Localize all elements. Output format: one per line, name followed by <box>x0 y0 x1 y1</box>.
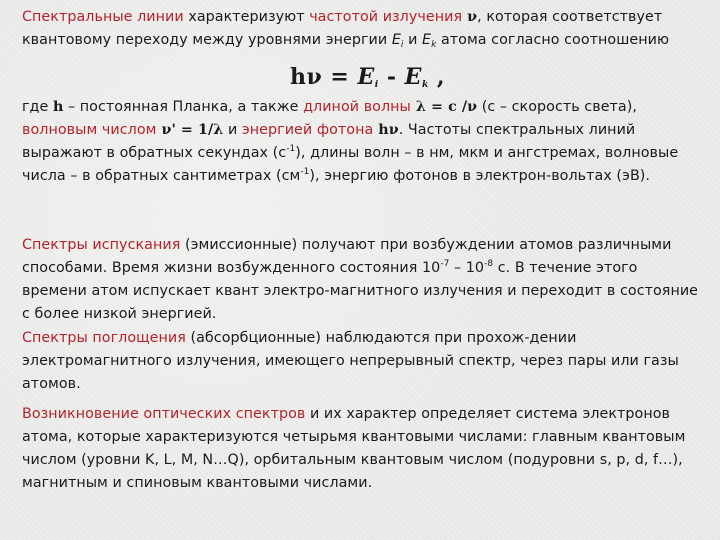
text: – 10 <box>449 260 485 276</box>
text: и <box>223 122 242 138</box>
text: ), длины волн – в нм, мкм и ангстремах, волновые числа – в обратных сантиметрах (см <box>22 145 679 184</box>
photon-energy-formula: hν <box>373 122 399 138</box>
paragraph-wavelength <box>22 96 702 188</box>
energy-level-i: E <box>391 32 401 48</box>
nu-symbol: ν <box>462 9 478 25</box>
planck-h: h <box>52 99 64 115</box>
superscript: -1 <box>286 144 296 154</box>
text: – постоянная Планка, а также <box>63 99 304 115</box>
subscript-k: k <box>431 40 437 50</box>
term-spectral-lines: Спектральные линии <box>22 9 184 25</box>
text: (эмиссионные) получают при возбуждении атомов различными способами. Время жизни возбужденного состояния 10 <box>22 237 672 276</box>
text: (с – скорость света), <box>477 99 637 115</box>
term-wavelength: длиной волны <box>303 99 411 115</box>
text: ), энергию фотонов в электрон-вольтах (эВ). <box>309 168 651 184</box>
formula-lhs: hν = <box>290 64 358 90</box>
text: с. В течение этого времени атом испускает квант электро-магнитного излучения и переходит в состояние с более низкой энергией. <box>22 260 699 322</box>
formula-ei: E <box>357 64 375 90</box>
term-optical-spectra: Возникновение оптических спектров <box>22 406 306 422</box>
superscript: -1 <box>300 167 310 177</box>
superscript: -7 <box>440 259 450 269</box>
wavelength-formula: λ = c /ν <box>410 99 478 115</box>
text: и <box>403 32 422 48</box>
paragraph-emission-spectra <box>22 234 702 326</box>
paragraph-spectral-lines <box>22 6 702 52</box>
text: атома согласно соотношению <box>436 32 670 48</box>
formula-ei-sub: i <box>374 80 379 90</box>
energy-level-k: E <box>422 32 432 48</box>
formula-minus: - <box>378 64 405 90</box>
term-photon-energy: энергией фотона <box>241 122 374 138</box>
text: характеризуют <box>183 9 310 25</box>
energy-formula <box>290 64 445 90</box>
text: (абсорбционные) наблюдаются при прохож-дении электромагнитного излучения, имеющего непрерывный спектр, через пары или газы атомов. <box>22 330 679 392</box>
paragraph-absorption-spectra <box>22 327 702 396</box>
term-spectra: Спектры <box>22 237 88 253</box>
term-absorption-spectra: Спектры поглощения <box>22 330 186 346</box>
wavenumber-formula: ν' = 1/λ <box>156 122 224 138</box>
formula-ek: E <box>404 64 422 90</box>
text: . Частоты спектральных линий выражают в обратных секундах (с <box>22 122 636 161</box>
text: и их характер определяет система электронов атома, которые характеризуются четырьмя квантовыми числами: главным квантовым числом (уровни K, L, M, N…Q), орбитальным квантовым числом (подуровни s, p, d, f…), магнитным и спиновым квантовыми числами. <box>22 406 686 491</box>
term-emission: испускания <box>87 237 181 253</box>
term-emission-frequency: частотой излучения <box>309 9 463 25</box>
formula-ek-sub: k <box>421 80 429 90</box>
text: , которая соответствует квантовому переходу между уровнями энергии <box>22 9 663 48</box>
term-wavenumber: волновым числом <box>22 122 157 138</box>
subscript-i: i <box>400 40 404 50</box>
paragraph-optical-spectra <box>22 403 702 495</box>
superscript: -8 <box>484 259 494 269</box>
formula-tail: , <box>428 64 446 90</box>
text: где <box>22 99 53 115</box>
